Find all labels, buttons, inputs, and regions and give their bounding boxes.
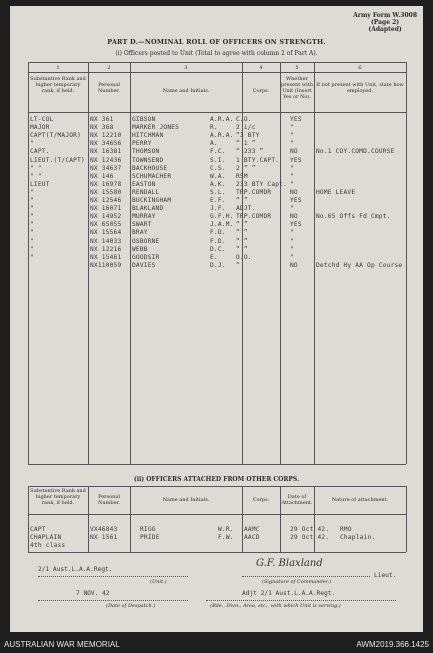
officer-number: NX 34637: [90, 164, 122, 172]
officer-extra: C.O.: [236, 116, 252, 123]
officer-name: BRAY: [132, 229, 148, 237]
officer-extra: “ ”: [236, 237, 248, 245]
officer-number: NX 146: [90, 172, 114, 180]
header-present: Whether present with Unit (Insert Yes or No).: [281, 76, 314, 100]
officer-present: ": [290, 237, 294, 245]
officer-row: [10, 262, 423, 270]
col-number-2: 2: [107, 65, 111, 71]
header-corps: Corps.: [252, 88, 270, 94]
officer-number: NX 16978: [90, 180, 122, 188]
officer-rank: ": [30, 140, 34, 148]
officer-row: [10, 238, 423, 246]
officer-number: NX 34656: [90, 140, 122, 148]
officer-corps: A.: [210, 140, 218, 148]
table1-header-rule: [28, 112, 406, 113]
officer-corps: J.A.M.: [210, 221, 234, 229]
officer-present: ": [290, 124, 294, 132]
officer-present: ": [290, 132, 294, 140]
officer-row: [10, 157, 423, 165]
attached-rank: CAPT: [30, 526, 46, 533]
officer-number: NX 12216: [90, 245, 122, 253]
officer-name: MURRAY: [132, 213, 156, 221]
officer-extra: TRP.COMDR: [236, 188, 272, 196]
officer-row: [10, 205, 423, 213]
officer-extra: O.O.: [236, 253, 252, 261]
officer-present: YES: [290, 156, 302, 164]
officer-name: MARKER JONES: [132, 124, 180, 132]
officer-number: NX 14952: [90, 213, 122, 221]
attached-rank: 4th class: [30, 542, 66, 550]
officer-name: RENDALL: [132, 188, 160, 196]
officer-name: HITCHMAN: [132, 132, 164, 140]
officer-name: GOODSIR: [132, 253, 160, 261]
officer-number: NX 12436: [90, 156, 122, 164]
officer-extra: TRP.COMDR: [236, 213, 272, 221]
officer-name: BUCKINGHAM: [132, 197, 172, 204]
header-name: Name and Initials.: [162, 88, 210, 94]
officer-extra: “ ”: [236, 197, 248, 204]
officer-number: NX 361: [90, 116, 114, 123]
attached-initials: F.W.: [218, 534, 234, 542]
officer-number: NX 15461: [90, 253, 122, 261]
table2-top-rule: [28, 486, 406, 487]
officer-number: NX 65055: [90, 221, 122, 229]
col-number-4: 4: [259, 65, 263, 71]
officer-rank: ": [30, 253, 34, 261]
form-adapted: (Adapted): [368, 26, 402, 33]
commander-signature: G.F. Blaxland: [256, 558, 323, 569]
officer-corps: J.F.: [210, 205, 226, 213]
officer-number: NX 15580: [90, 188, 122, 196]
officer-name: WEBB: [132, 245, 148, 253]
officer-name: DAVIES: [132, 261, 156, 269]
officer-present: ": [290, 180, 294, 188]
attached-name: RIGG: [140, 526, 156, 533]
officer-name: SCHUMACHER: [132, 172, 172, 180]
officer-corps: E.: [210, 253, 218, 261]
officer-rank: LIEUT.(T/CAPT): [30, 156, 85, 164]
officer-rank: ": [30, 188, 34, 196]
officer-row: [10, 221, 423, 229]
officer-rank: " ": [30, 164, 42, 172]
attached-initials: W.R.: [218, 526, 234, 533]
officer-present: NO: [290, 188, 298, 196]
officer-row: [10, 140, 423, 148]
officer-number: NX 16381: [90, 148, 122, 156]
officer-extra: ADJT.: [236, 205, 256, 213]
officer-corps: E.F.: [210, 197, 226, 204]
officer-rank: ": [30, 221, 34, 229]
officer-extra: “ 233 ”: [236, 148, 264, 156]
officer-corps: F.D.: [210, 229, 226, 237]
officer-row: [10, 148, 423, 156]
officer-present: ": [290, 205, 294, 213]
despatch-date: 7 NOV. 42: [76, 590, 110, 597]
attached-nature: Chaplain.: [340, 534, 376, 542]
officer-extra: “ 1 ”: [236, 140, 256, 148]
officer-rank: ": [30, 229, 34, 237]
officer-remarks: No.1 COY.COMD.COURSE: [316, 148, 395, 156]
officer-name: PERRY: [132, 140, 152, 148]
table1-bottom-rule: [28, 464, 406, 465]
unit-value: 2/1 Aust.L.A.A.Regt.: [38, 566, 113, 573]
officer-present: ": [290, 172, 294, 180]
officer-number: NX 12546: [90, 197, 122, 204]
officer-corps: F.C.: [210, 148, 226, 156]
officer-corps: C.S.: [210, 164, 226, 172]
officer-row: [10, 116, 423, 124]
part-d-subtitle: (i) Officers posted to Unit (Total to agree with column 2 of Part A).: [115, 50, 318, 57]
officer-name: EASTON: [132, 180, 156, 188]
officer-remarks: No.65 Offs Fd Cmpt.: [316, 213, 391, 221]
header-rank: Substantive Rank and higher temporary rank, if held.: [30, 76, 86, 94]
date-dotted-line: [38, 600, 188, 601]
officer-rank: ": [30, 237, 34, 245]
header2-rank: Substantive Rank and higher temporary rank, if held.: [30, 488, 86, 506]
attached-rank: CHAPLAIN: [30, 534, 62, 542]
signature-rank: Lieut.: [374, 572, 397, 579]
header-number: Personal Number.: [98, 82, 120, 94]
signature-label: (Signature of Commander.): [262, 579, 332, 585]
officer-corps: R.: [210, 124, 218, 132]
attached-row: [10, 534, 423, 542]
officer-rank: ": [30, 213, 34, 221]
officer-rank: LIEUT: [30, 180, 50, 188]
signature-dotted-line: [242, 576, 370, 577]
form-number: Army Form W.3008: [353, 12, 417, 19]
officer-present: YES: [290, 197, 302, 204]
officer-name: BACKHOUSE: [132, 164, 168, 172]
officer-rank: ": [30, 197, 34, 204]
officer-rank: ": [30, 205, 34, 213]
officer-row: [10, 254, 423, 262]
officer-number: NX110059: [90, 261, 122, 269]
officer-row: [10, 181, 423, 189]
attached-corps: AACD: [244, 534, 260, 542]
header2-name: Name and Initials.: [162, 497, 210, 503]
header2-nature: Nature of attachment.: [331, 497, 389, 503]
header-remarks: If not present with Unit, state how employed.: [316, 82, 404, 94]
document-page: [10, 6, 423, 632]
officer-extra: “: [236, 261, 240, 269]
officer-rank: " ": [30, 172, 42, 180]
officer-name: BLAKLAND: [132, 205, 164, 213]
unit-dotted-line: [38, 576, 188, 577]
form-identifier: [353, 12, 417, 33]
officer-corps: F.D.: [210, 237, 226, 245]
officer-rank: CAPT(T/MAJOR): [30, 132, 82, 140]
officer-row: [10, 197, 423, 205]
officer-corps: S.I.: [210, 156, 226, 164]
table2-header-rule: [28, 514, 406, 515]
form-page: (Page 2): [370, 19, 400, 26]
officer-present: YES: [290, 116, 302, 123]
officer-corps: A.K.: [210, 180, 226, 188]
officer-row: [10, 173, 423, 181]
officer-present: NO: [290, 213, 298, 221]
table1-top-rule: [28, 62, 406, 63]
header2-date: Date of Attachment.: [281, 494, 313, 506]
attached-number: VX46843: [90, 526, 118, 533]
officer-present: ": [290, 140, 294, 148]
officer-corps: A.R.A.: [210, 132, 234, 140]
officer-present: ": [290, 164, 294, 172]
attached-row: [10, 542, 423, 550]
officer-present: NO: [290, 261, 298, 269]
header2-corps: Corps.: [252, 497, 270, 503]
col-number-5: 5: [295, 65, 299, 71]
section2-title: (ii) OFFICERS ATTACHED FROM OTHER CORPS.: [133, 476, 300, 483]
officer-rank: MAJOR: [30, 124, 50, 132]
attached-name: PRIDE: [140, 534, 160, 542]
officer-number: NX 15564: [90, 229, 122, 237]
attached-row: [10, 526, 423, 534]
attached-date: 29 Oct 42.: [290, 526, 330, 533]
adjt-value: Adjt 2/1 Aust.L.A.A.Regt.: [242, 590, 336, 597]
officer-corps: G.F.H.: [210, 213, 234, 221]
officer-present: ": [290, 245, 294, 253]
officer-name: THOMSON: [132, 148, 160, 156]
officer-name: SWART: [132, 221, 152, 229]
officer-present: NO: [290, 148, 298, 156]
attached-number: NX 1561: [90, 534, 118, 542]
officer-extra: “ ”: [236, 229, 248, 237]
attached-nature: RMO: [340, 526, 352, 533]
officer-name: GIBSON: [132, 116, 156, 123]
officer-extra: 233 BTY Capt.: [236, 180, 288, 188]
officer-extra: 2 “ ”: [236, 164, 256, 172]
header2-number: Personal Number.: [98, 494, 120, 506]
officer-rank: CAPT.: [30, 148, 50, 156]
table2-bottom-rule: [28, 552, 406, 553]
officer-corps: W.A.: [210, 172, 226, 180]
officer-number: NX 14033: [90, 237, 122, 245]
part-d-title: PART D.—NOMINAL ROLL OF OFFICERS ON STRENGTH.: [107, 38, 326, 46]
bde-label: (Bde., Divn., Area, etc., with which Unit is serving.): [210, 603, 341, 609]
officer-extra: RSM: [236, 172, 248, 180]
table1-number-rule: [28, 72, 406, 73]
attached-date: 29 Oct 42.: [290, 534, 330, 542]
officer-extra: “3 BTY: [236, 132, 260, 140]
col-number-6: 6: [358, 65, 362, 71]
col-number-1: 1: [56, 65, 60, 71]
date-label: (Date of Despatch.): [106, 603, 156, 609]
officer-extra: 1 BTY.CAPT.: [236, 156, 280, 164]
archive-credit-left: AUSTRALIAN WAR MEMORIAL: [4, 640, 120, 649]
officer-extra: “ ”: [236, 245, 248, 253]
officer-row: [10, 124, 423, 132]
officer-number: NX 368: [90, 124, 114, 132]
col-number-3: 3: [184, 65, 188, 71]
officer-extra: “ ”: [236, 221, 248, 229]
officer-present: YES: [290, 221, 302, 229]
attached-corps: AAMC: [244, 526, 260, 533]
officer-name: OSBORNE: [132, 237, 160, 245]
officer-corps: D.C.: [210, 245, 226, 253]
officer-rank: LT-COL: [30, 116, 54, 123]
officer-corps: S.L.: [210, 188, 226, 196]
officer-present: ": [290, 253, 294, 261]
officer-row: [10, 165, 423, 173]
unit-label: (Unit.): [150, 579, 167, 585]
officer-row: [10, 213, 423, 221]
officer-remarks: HOME LEAVE: [316, 188, 356, 196]
officer-number: NX 16071: [90, 205, 122, 213]
officer-row: [10, 132, 423, 140]
officer-row: [10, 189, 423, 197]
archive-credit-right: AWM2019.366.1425: [356, 640, 429, 649]
officer-corps: D.J.: [210, 261, 226, 269]
officer-name: TOWNSEND: [132, 156, 164, 164]
officer-present: ": [290, 229, 294, 237]
officer-corps: A.R.A.: [210, 116, 234, 123]
officer-remarks: Detchd Hy AA Op Course: [316, 261, 403, 269]
officer-extra: 2 i/c: [236, 124, 256, 132]
bde-dotted-line: [206, 600, 396, 601]
officer-rank: ": [30, 245, 34, 253]
officer-row: [10, 229, 423, 237]
officer-row: [10, 246, 423, 254]
officer-number: NX 12210: [90, 132, 122, 140]
